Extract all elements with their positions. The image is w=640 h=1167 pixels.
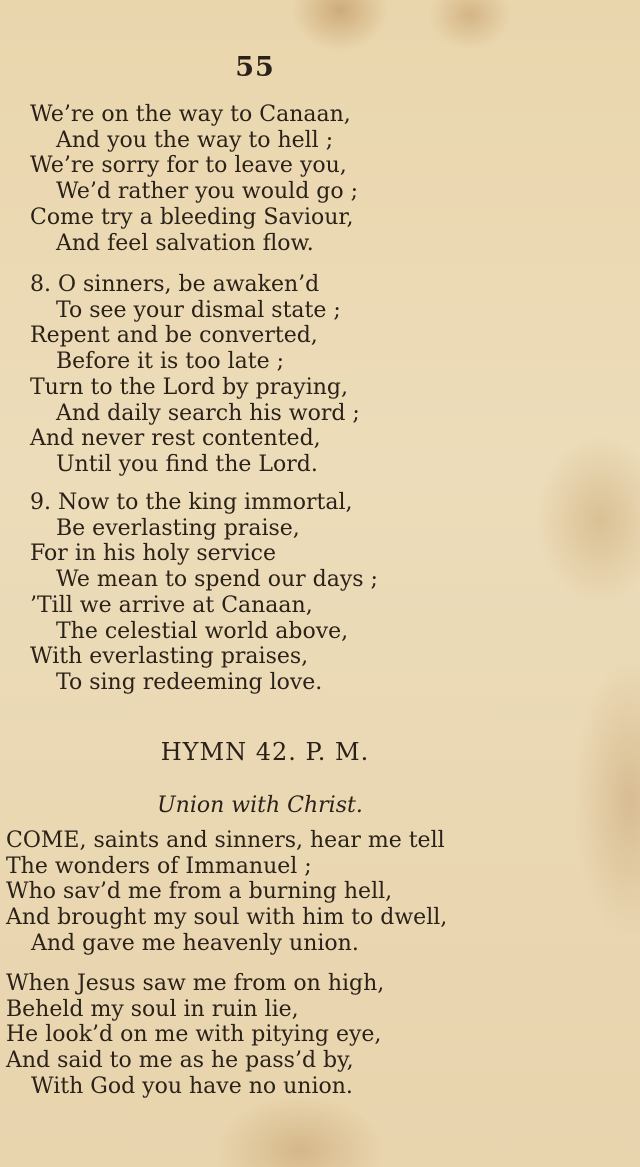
verse-line: With everlasting praises, (30, 644, 309, 670)
verse-line: And you the way to hell ; (56, 127, 334, 153)
verse-line: We’re sorry for to leave you, (30, 153, 347, 179)
verse-line: For in his holy service (30, 541, 277, 567)
verse-line: The wonders of Immanuel ; (6, 853, 312, 879)
verse-line: COME, saints and sinners, hear me tell (6, 828, 445, 853)
verse-line: And never rest contented, (30, 426, 321, 452)
verse-line: We’re on the way to Canaan, (30, 102, 351, 127)
verse-line: 9. Now to the king immortal, (30, 490, 353, 515)
stanza-continued (30, 102, 358, 256)
verse-line: And brought my soul with him to dwell, (6, 905, 448, 931)
stanza-8 (30, 272, 360, 478)
verse-line: The celestial world above, (56, 618, 349, 644)
verse-line: And said to me as he pass’d by, (6, 1048, 354, 1074)
stanza-9 (30, 490, 378, 696)
verse-line: With God you have no union. (31, 1073, 353, 1099)
hymn-stanza-2 (6, 971, 384, 1100)
verse-line: And daily search his word ; (56, 400, 360, 426)
hymn-title: HYMN 42. P. M. (160, 738, 370, 766)
verse-line: Turn to the Lord by praying, (30, 374, 349, 400)
verse-line: ’Till we arrive at Canaan, (30, 592, 313, 618)
verse-line: And gave me heavenly union. (31, 930, 359, 956)
verse-line: And feel salvation flow. (56, 230, 314, 256)
verse-line: We mean to spend our days ; (56, 567, 378, 593)
verse-line: We’d rather you would go ; (56, 179, 359, 205)
verse-line: Until you find the Lord. (56, 451, 318, 477)
verse-line: Before it is too late ; (56, 349, 285, 375)
verse-line: When Jesus saw me from on high, (6, 971, 385, 996)
verse-line: Who sav’d me from a burning hell, (6, 879, 393, 905)
verse-line: Beheld my soul in ruin lie, (6, 996, 299, 1022)
verse-line: To sing redeeming love. (56, 669, 323, 695)
verse-line: To see your dismal state ; (56, 297, 341, 323)
verse-line: He look’d on me with pitying eye, (6, 1022, 382, 1048)
verse-line: Come try a bleeding Saviour, (30, 204, 354, 230)
page-number: 55 (235, 52, 275, 83)
verse-line: 8. O sinners, be awaken’d (30, 272, 320, 297)
verse-line: Be everlasting praise, (56, 515, 300, 541)
hymn-stanza-1 (6, 828, 447, 957)
hymn-subtitle: Union with Christ. (157, 793, 363, 818)
verse-line: Repent and be converted, (30, 323, 318, 349)
